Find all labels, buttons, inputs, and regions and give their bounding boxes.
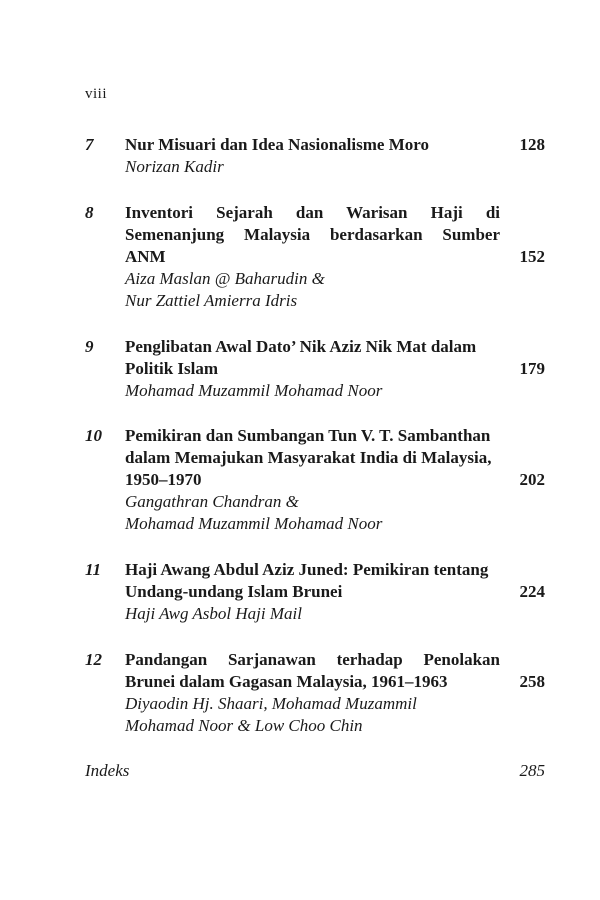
chapter-number: 11 — [85, 560, 102, 579]
chapter-number: 12 — [85, 650, 102, 669]
chapter-title-line: ANM — [125, 247, 166, 266]
chapter-title-line: Pemikiran dan Sumbangan Tun V. T. Sambanthan — [125, 426, 491, 445]
chapter-title-line: Brunei dalam Gagasan Malaysia, 1961–1963 — [125, 672, 448, 691]
chapter-title-line: Haji Awang Abdul Aziz Juned: Pemikiran tentang — [125, 560, 489, 579]
chapter-author-line: Gangathran Chandran & — [125, 492, 299, 511]
chapter-title-line: Penglibatan Awal Dato’ Nik Aziz Nik Mat dalam — [125, 337, 477, 356]
chapter-number: 7 — [85, 135, 94, 154]
chapter-page-number: 179 — [519, 359, 545, 378]
chapter-number: 8 — [85, 203, 94, 222]
chapter-author-line: Nur Zattiel Amierra Idris — [125, 291, 298, 310]
chapter-title-line: Inventori Sejarah dan Warisan Haji di — [125, 203, 500, 222]
chapter-number: 9 — [85, 337, 94, 356]
chapter-page-number: 202 — [519, 470, 545, 489]
chapter-title-line: dalam Memajukan Masyarakat India di Malaysia, — [125, 448, 492, 467]
chapter-title-line: Nur Misuari dan Idea Nasionalisme Moro — [125, 135, 429, 154]
chapter-author-line: Mohamad Noor & Low Choo Chin — [125, 716, 363, 735]
index-label: Indeks — [85, 761, 130, 780]
index-page-number: 285 — [519, 761, 545, 780]
chapter-author-line: Aiza Maslan @ Baharudin & — [125, 269, 325, 288]
chapter-author-line: Norizan Kadir — [125, 157, 224, 176]
chapter-title-line: Politik Islam — [125, 359, 219, 378]
chapter-page-number: 152 — [519, 247, 545, 266]
chapter-title-line: Pandangan Sarjanawan terhadap Penolakan — [125, 650, 500, 669]
chapter-page-number: 128 — [519, 135, 545, 154]
chapter-page-number: 224 — [519, 582, 545, 601]
chapter-author-line: Haji Awg Asbol Haji Mail — [125, 604, 302, 623]
chapter-author-line: Diyaodin Hj. Shaari, Mohamad Muzammil — [125, 694, 417, 713]
chapter-title-line: Undang-undang Islam Brunei — [125, 582, 343, 601]
chapter-title-line: 1950–1970 — [125, 470, 202, 489]
page-number: viii — [85, 86, 108, 102]
chapter-author-line: Mohamad Muzammil Mohamad Noor — [125, 381, 383, 400]
chapter-page-number: 258 — [519, 672, 545, 691]
chapter-number: 10 — [85, 426, 102, 445]
chapter-author-line: Mohamad Muzammil Mohamad Noor — [125, 514, 383, 533]
chapter-title-line: Semenanjung Malaysia berdasarkan Sumber — [125, 225, 500, 244]
